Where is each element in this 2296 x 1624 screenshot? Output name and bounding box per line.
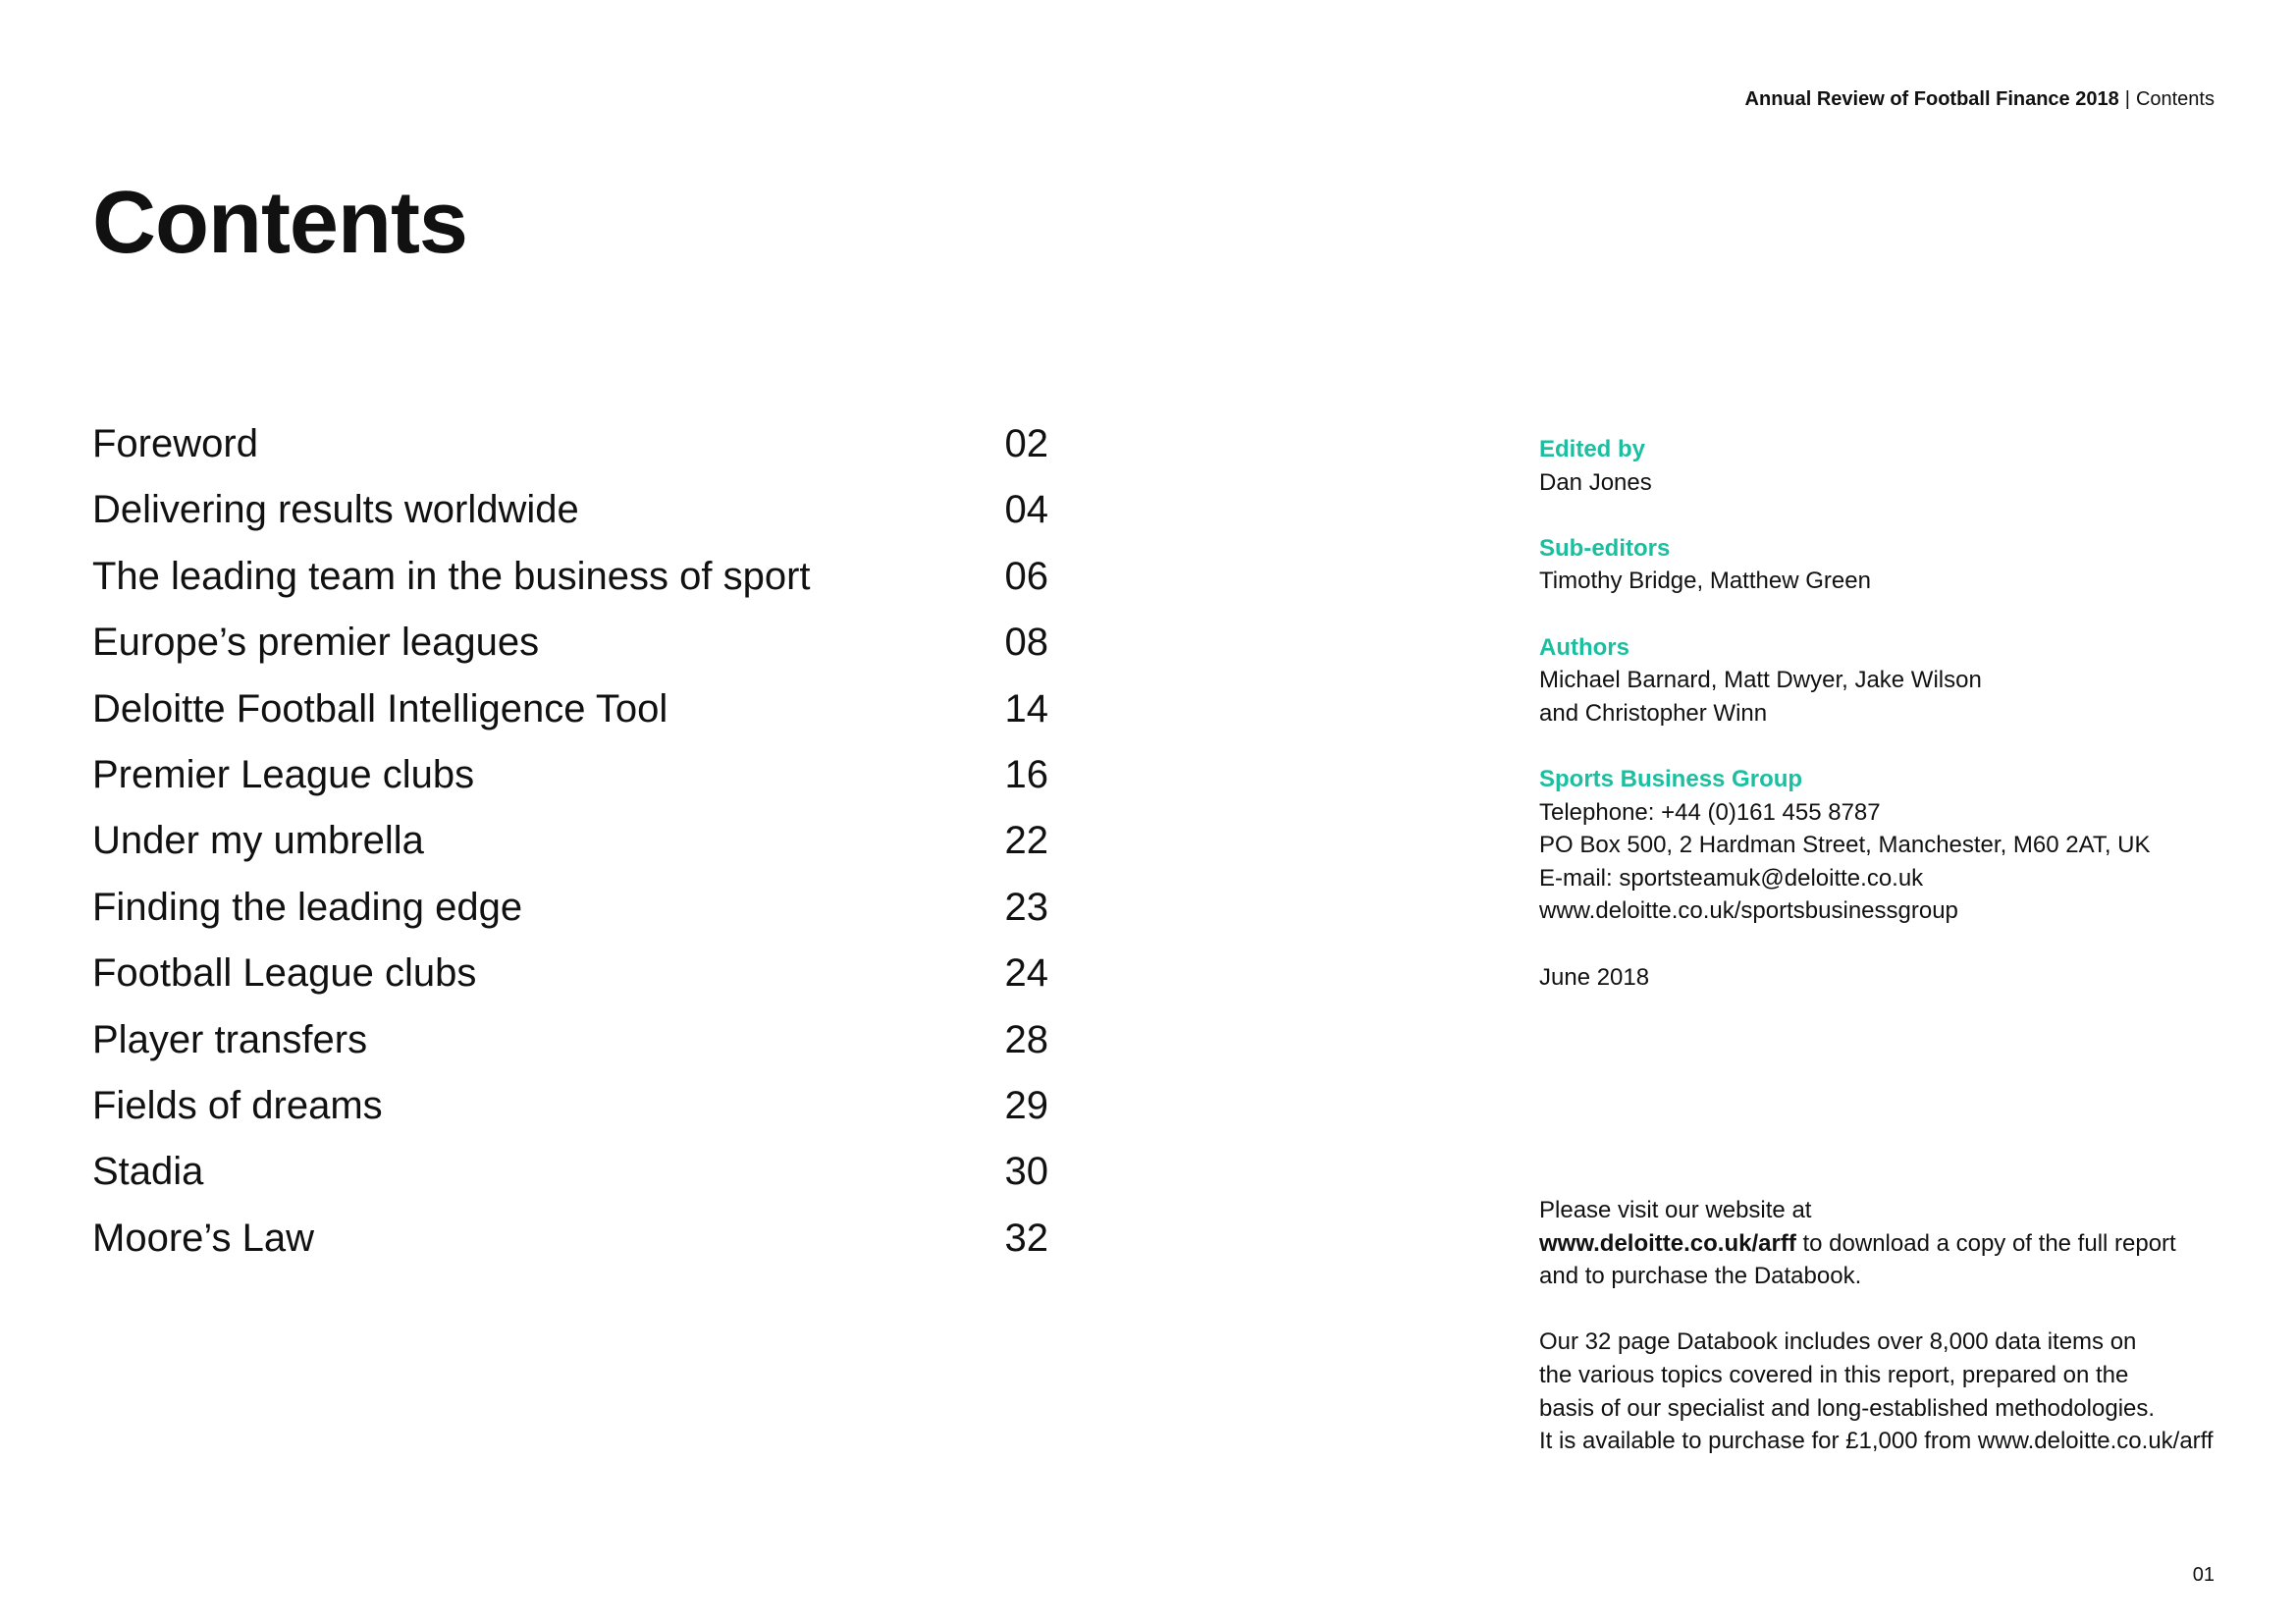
toc-entry-page: 30 [1004, 1150, 1048, 1194]
sub-editors-group [1539, 532, 2226, 598]
toc-entry[interactable] [92, 813, 1048, 879]
toc-entry[interactable] [92, 880, 1048, 946]
databook-line-4: It is available to purchase for £1,000 from www.deloitte.co.uk/arff [1539, 1428, 2214, 1455]
toc-entry[interactable] [92, 681, 1048, 747]
databook-paragraph [1539, 1326, 2246, 1457]
toc-entry-page: 28 [1004, 1017, 1048, 1061]
telephone: Telephone: +44 (0)161 455 8787 [1539, 798, 1881, 826]
toc-entry-page: 06 [1004, 554, 1048, 598]
toc-entry[interactable] [92, 1012, 1048, 1078]
toc-entry[interactable] [92, 549, 1048, 615]
toc-entry-page: 16 [1004, 752, 1048, 796]
toc-entry-title: Moore’s Law [92, 1216, 315, 1260]
toc-entry[interactable] [92, 1078, 1048, 1144]
sports-business-group-label: Sports Business Group [1539, 765, 1803, 792]
toc-entry-page: 14 [1004, 686, 1048, 731]
toc-entry[interactable] [92, 1211, 1048, 1276]
toc-entry-title: Football League clubs [92, 951, 477, 996]
databook-line-1: Our 32 page Databook includes over 8,000 data items on [1539, 1328, 2137, 1356]
email-address[interactable]: E-mail: sportsteamuk@deloitte.co.uk [1539, 864, 1924, 892]
sub-editor-names: Timothy Bridge, Matthew Green [1539, 568, 1871, 595]
toc-entry-title: Finding the leading edge [92, 885, 523, 929]
toc-entry-title: Foreword [92, 422, 258, 465]
toc-entry-page: 22 [1004, 819, 1048, 863]
toc-entry-title: Delivering results worldwide [92, 488, 579, 532]
toc-entry[interactable] [92, 946, 1048, 1011]
website-intro: Please visit our website at [1539, 1197, 1812, 1223]
website-paragraph [1539, 1194, 2246, 1293]
toc-entry-page: 23 [1004, 885, 1048, 929]
toc-entry-page: 04 [1004, 488, 1048, 532]
databook-line-2: the various topics covered in this report, prepared on the [1539, 1361, 2129, 1388]
databook-line-3: basis of our specialist and long-established methodologies. [1539, 1394, 2156, 1422]
edited-by-label: Edited by [1539, 436, 1646, 462]
author-names-line-2: and Christopher Winn [1539, 699, 1768, 727]
toc-entry-title: Deloitte Football Intelligence Tool [92, 686, 668, 731]
publication-date-group [1539, 961, 2226, 995]
toc-entry-page: 24 [1004, 951, 1048, 996]
website-line [1539, 1227, 2246, 1261]
toc-entry[interactable] [92, 416, 1048, 482]
toc-entry-page: 32 [1004, 1216, 1048, 1260]
toc-entry-title: Stadia [92, 1150, 204, 1194]
sports-business-group [1539, 763, 2226, 928]
credits-panel [1539, 433, 2226, 1027]
report-title: Annual Review of Football Finance 2018 [1744, 88, 2119, 110]
toc-entry-page: 29 [1004, 1083, 1048, 1127]
toc-entry-title: Premier League clubs [92, 752, 475, 796]
website-info [1539, 1194, 2246, 1490]
toc-entry-title: Under my umbrella [92, 819, 424, 863]
website-after-url: to download a copy of the full report [1795, 1229, 2176, 1257]
website-line-3: and to purchase the Databook. [1539, 1263, 1862, 1290]
author-names-line-1: Michael Barnard, Matt Dwyer, Jake Wilson [1539, 667, 1982, 694]
toc-entry-title: Player transfers [92, 1017, 368, 1061]
table-of-contents [92, 416, 1048, 1276]
group-website-link[interactable]: www.deloitte.co.uk/sportsbusinessgroup [1539, 897, 1958, 925]
page-number: 01 [2192, 1564, 2215, 1586]
editor-name: Dan Jones [1539, 468, 1652, 496]
toc-entry-title: The leading team in the business of sport [92, 554, 811, 598]
sub-editors-label: Sub-editors [1539, 534, 1671, 562]
toc-entry-page: 02 [1004, 422, 1048, 465]
arff-website-link[interactable]: www.deloitte.co.uk/arff [1539, 1229, 1796, 1257]
authors-label: Authors [1539, 633, 1629, 661]
header-section: Contents [2135, 88, 2215, 110]
page-title: Contents [92, 174, 467, 272]
toc-entry-title: Fields of dreams [92, 1083, 383, 1127]
toc-entry-title: Europe’s premier leagues [92, 621, 540, 665]
toc-entry[interactable] [92, 482, 1048, 548]
edited-by-group [1539, 433, 2226, 499]
toc-entry[interactable] [92, 747, 1048, 813]
toc-entry[interactable] [92, 1144, 1048, 1210]
toc-entry[interactable] [92, 615, 1048, 680]
toc-entry-page: 08 [1004, 621, 1048, 665]
publication-date: June 2018 [1539, 963, 1650, 991]
running-header [1745, 88, 2215, 111]
postal-address: PO Box 500, 2 Hardman Street, Manchester, M60 2AT, UK [1539, 832, 2151, 859]
header-separator: | [2124, 88, 2130, 110]
authors-group [1539, 631, 2226, 731]
